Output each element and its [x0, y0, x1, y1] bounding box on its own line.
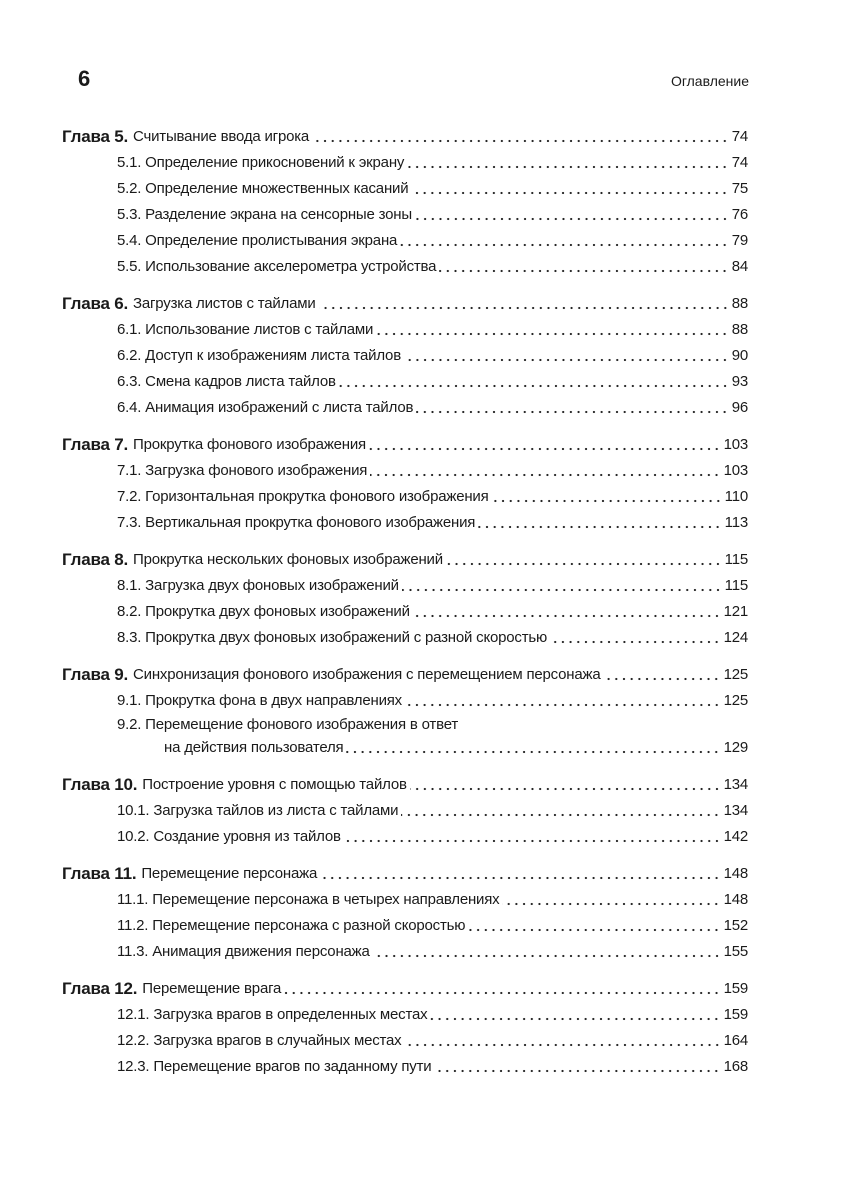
running-title: Оглавление: [670, 73, 749, 89]
section-entry: [62, 1054, 748, 1080]
dot-leader: [319, 291, 729, 317]
section-title: 8.1. Загрузка двух фоновых изображений: [117, 577, 399, 594]
page-ref: 88: [731, 321, 748, 338]
section-title: 5.3. Разделение экрана на сенсорные зоны: [117, 206, 412, 223]
section-entry: [62, 254, 748, 280]
page-ref: 113: [724, 514, 748, 531]
section-entry: [62, 688, 748, 714]
section-entry: [62, 599, 748, 625]
section-title: 5.4. Определение пролистывания экрана: [117, 232, 398, 249]
page-ref: 142: [723, 828, 748, 845]
chapter-group: [62, 772, 748, 850]
chapter-title: Синхронизация фонового изображения с перемещением персонажа: [133, 666, 601, 683]
dot-leader: [410, 772, 721, 798]
section-title: 11.1. Перемещение персонажа в четырех направлениях: [117, 891, 500, 908]
section-entry: [62, 458, 748, 484]
section-title: 8.2. Прокрутка двух фоновых изображений: [117, 603, 410, 620]
section-title: 5.5. Использование акселерометра устройства: [117, 258, 437, 275]
page-ref: 164: [723, 1032, 748, 1049]
dot-leader: [339, 369, 729, 395]
section-entry: [62, 913, 748, 939]
chapter-label: Глава 11.: [62, 864, 137, 883]
page-ref: 121: [723, 603, 748, 620]
dot-leader: [346, 735, 720, 761]
section-title: 11.3. Анимация движения персонажа: [117, 943, 370, 960]
table-of-contents: [62, 124, 748, 1091]
dot-leader: [405, 688, 721, 714]
section-title: 6.2. Доступ к изображениям листа тайлов: [117, 347, 401, 364]
section-entry: [62, 317, 748, 343]
chapter-label: Глава 5.: [62, 127, 129, 146]
chapter-title: Перемещение персонажа: [141, 865, 318, 882]
section-title: 6.4. Анимация изображений с листа тайлов: [117, 399, 414, 416]
section-title: 7.1. Загрузка фонового изображения: [117, 462, 368, 479]
dot-leader: [401, 798, 720, 824]
section-title: 10.1. Загрузка тайлов из листа с тайлами: [117, 802, 399, 819]
page-ref: 124: [723, 629, 748, 646]
dot-leader: [376, 317, 728, 343]
page-number: 6: [78, 66, 91, 91]
dot-leader: [416, 395, 728, 421]
chapter-entry: [62, 291, 748, 317]
chapter-group: [62, 976, 748, 1080]
page-ref: 115: [724, 577, 748, 594]
chapter-title: Построение уровня с помощью тайлов: [142, 776, 407, 793]
chapter-entry: [62, 124, 748, 150]
page-ref: 125: [723, 692, 748, 709]
dot-leader: [373, 939, 721, 965]
section-entry: [62, 202, 748, 228]
dot-leader: [446, 547, 722, 573]
section-title: 7.2. Горизонтальная прокрутка фонового изображения: [117, 488, 489, 505]
dot-leader: [502, 887, 720, 913]
dot-leader: [320, 861, 720, 887]
chapter-label: Глава 9.: [62, 665, 129, 684]
dot-leader: [400, 228, 729, 254]
section-entry: [62, 395, 748, 421]
page-ref: 76: [731, 206, 748, 223]
section-entry: [62, 1028, 748, 1054]
dot-leader: [369, 432, 721, 458]
page-ref: 148: [723, 865, 748, 882]
section-entry: [62, 484, 748, 510]
page-ref: 134: [723, 802, 748, 819]
dot-leader: [478, 510, 721, 536]
chapter-entry: [62, 772, 748, 798]
section-entry: [62, 573, 748, 599]
page-ref: 84: [731, 258, 748, 275]
section-entry: [62, 510, 748, 536]
section-title: 9.2. Перемещение фонового изображения в ответ: [117, 716, 459, 733]
section-entry: [62, 798, 748, 824]
chapter-label: Глава 8.: [62, 550, 129, 569]
section-title: 5.2. Определение множественных касаний: [117, 180, 409, 197]
chapter-label: Глава 7.: [62, 435, 129, 454]
section-entry: [62, 369, 748, 395]
section-title: 10.2. Создание уровня из тайлов: [117, 828, 341, 845]
section-title: 11.2. Перемещение персонажа с разной скоростью: [117, 917, 466, 934]
dot-leader: [492, 484, 722, 510]
page-ref: 79: [731, 232, 748, 249]
chapter-entry: [62, 662, 748, 688]
dot-leader: [439, 254, 728, 280]
dot-leader: [603, 662, 720, 688]
dot-leader: [415, 202, 729, 228]
page-ref: 129: [723, 739, 748, 756]
dot-leader: [468, 913, 720, 939]
section-title: 12.3. Перемещение врагов по заданному пути: [117, 1058, 432, 1075]
chapter-entry: [62, 547, 748, 573]
section-title: 9.1. Прокрутка фона в двух направлениях: [117, 692, 402, 709]
dot-leader: [402, 573, 722, 599]
dot-leader: [312, 124, 729, 150]
section-title: 8.3. Прокрутка двух фоновых изображений с разной скоростью: [117, 629, 548, 646]
dot-leader: [411, 176, 728, 202]
chapter-label: Глава 10.: [62, 775, 138, 794]
chapter-title: Прокрутка нескольких фоновых изображений: [133, 551, 443, 568]
dot-leader: [430, 1002, 720, 1028]
section-entry: [62, 150, 748, 176]
chapter-group: [62, 432, 748, 536]
chapter-title: Перемещение врага: [142, 980, 282, 997]
page-ref: 148: [723, 891, 748, 908]
dot-leader: [344, 824, 721, 850]
chapter-entry: [62, 976, 748, 1002]
section-entry-continued: [62, 735, 748, 761]
section-entry: [62, 343, 748, 369]
chapter-label: Глава 12.: [62, 979, 138, 998]
chapter-group: [62, 662, 748, 761]
page-ref: 155: [723, 943, 748, 960]
page-ref: 110: [724, 488, 748, 505]
page-ref: 103: [723, 462, 748, 479]
page-ref: 75: [731, 180, 748, 197]
chapter-title: Загрузка листов с тайлами: [133, 295, 316, 312]
page-ref: 152: [723, 917, 748, 934]
section-title: 7.3. Вертикальная прокрутка фонового изображения: [117, 514, 476, 531]
section-title: 12.1. Загрузка врагов в определенных местах: [117, 1006, 428, 1023]
section-entry: [62, 939, 748, 965]
chapter-group: [62, 547, 748, 651]
section-entry: [62, 625, 748, 651]
chapter-title: Считывание ввода игрока: [133, 128, 310, 145]
section-entry: [62, 887, 748, 913]
page-ref: 90: [731, 347, 748, 364]
chapter-label: Глава 6.: [62, 294, 129, 313]
page-ref: 74: [731, 154, 748, 171]
section-title: 5.1. Определение прикосновений к экрану: [117, 154, 405, 171]
dot-leader: [404, 343, 729, 369]
section-title: 12.2. Загрузка врагов в случайных местах: [117, 1032, 402, 1049]
section-title-continued: на действия пользователя: [164, 739, 344, 756]
section-entry: [62, 824, 748, 850]
page-ref: 125: [723, 666, 748, 683]
section-entry: [62, 1002, 748, 1028]
section-title: 6.3. Смена кадров листа тайлов: [117, 373, 336, 390]
page-ref: 96: [731, 399, 748, 416]
page-ref: 88: [731, 295, 748, 312]
page-ref: 93: [731, 373, 748, 390]
dot-leader: [550, 625, 720, 651]
chapter-title: Прокрутка фонового изображения: [133, 436, 366, 453]
page-ref: 159: [723, 1006, 748, 1023]
section-entry: [62, 176, 748, 202]
chapter-entry: [62, 432, 748, 458]
page-ref: 168: [723, 1058, 748, 1075]
chapter-entry: [62, 861, 748, 887]
page-ref: 103: [723, 436, 748, 453]
page-ref: 159: [723, 980, 748, 997]
page-ref: 115: [724, 551, 748, 568]
section-entry: [62, 714, 748, 735]
dot-leader: [370, 458, 720, 484]
chapter-group: [62, 124, 748, 280]
chapter-group: [62, 291, 748, 421]
dot-leader: [284, 976, 720, 1002]
dot-leader: [413, 599, 721, 625]
page-ref: 74: [731, 128, 748, 145]
dot-leader: [407, 150, 728, 176]
dot-leader: [405, 1028, 721, 1054]
chapter-group: [62, 861, 748, 965]
section-title: 6.1. Использование листов с тайлами: [117, 321, 374, 338]
page-ref: 134: [723, 776, 748, 793]
section-entry: [62, 228, 748, 254]
dot-leader: [434, 1054, 720, 1080]
